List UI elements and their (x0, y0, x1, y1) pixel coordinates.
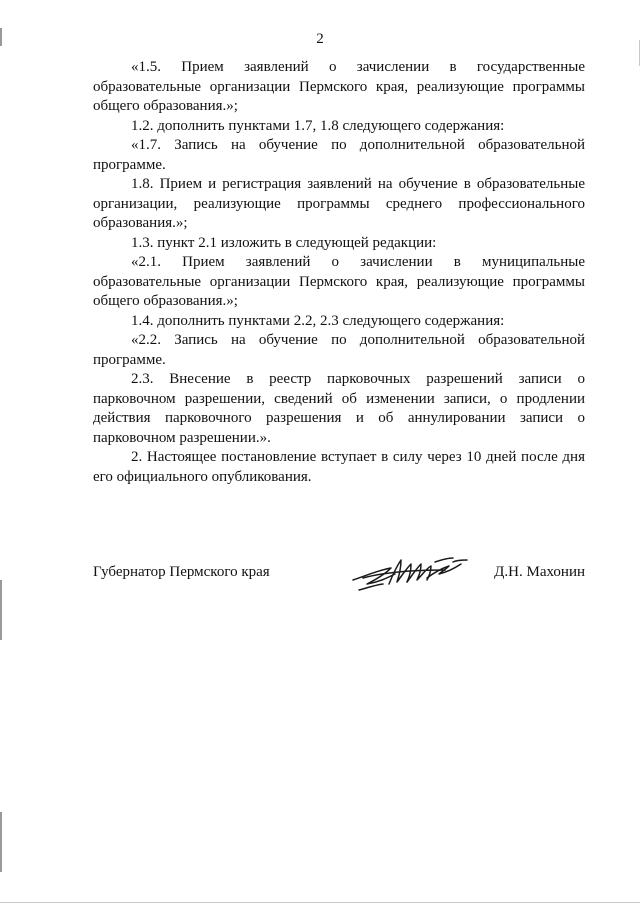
paragraph-2-3: 2.3. Внесение в реестр парковочных разрешений записи о парковочном разрешении, сведений об изменении записи, о продлении действия парковочного разрешения и об аннулировании записи о парковочном разрешении.». (93, 371, 585, 446)
paragraph-1-8: 1.8. Прием и регистрация заявлений на обучение в образовательные организации, реализующие программы среднего профессионального образования.»; (93, 176, 585, 231)
signer-title: Губернатор Пермского края (93, 564, 270, 580)
paragraph-1-5: «1.5. Прием заявлений о зачислении в государственные образовательные организации Пермского края, реализующие программы общего образования.»; (93, 59, 585, 114)
paragraph-2-1: «2.1. Прием заявлений о зачислении в муниципальные образовательные организации Пермского края, реализующие программы общего образования.»; (93, 254, 585, 309)
page-number: 2 (316, 31, 324, 47)
document-body (93, 58, 585, 487)
paragraph-1-4: 1.4. дополнить пунктами 2.2, 2.3 следующего содержания: (131, 312, 505, 329)
signer-name: Д.Н. Махонин (494, 564, 585, 580)
signature-block (93, 548, 585, 608)
bottom-scan-edge (0, 902, 640, 903)
paragraph-2-2: «2.2. Запись на обучение по дополнительной образовательной программе. (93, 332, 585, 368)
handwritten-signature (345, 548, 473, 600)
paragraph-1-7: «1.7. Запись на обучение по дополнительной образовательной программе. (93, 137, 585, 173)
left-scan-edge-middle (0, 580, 2, 640)
paragraph-1-3: 1.3. пункт 2.1 изложить в следующей редакции: (131, 234, 437, 251)
left-scan-edge-bottom (0, 812, 2, 872)
paragraph-2: 2. Настоящее постановление вступает в силу через 10 дней после дня его официального опубликования. (93, 449, 585, 485)
paragraph-1-2: 1.2. дополнить пунктами 1.7, 1.8 следующего содержания: (131, 117, 505, 134)
